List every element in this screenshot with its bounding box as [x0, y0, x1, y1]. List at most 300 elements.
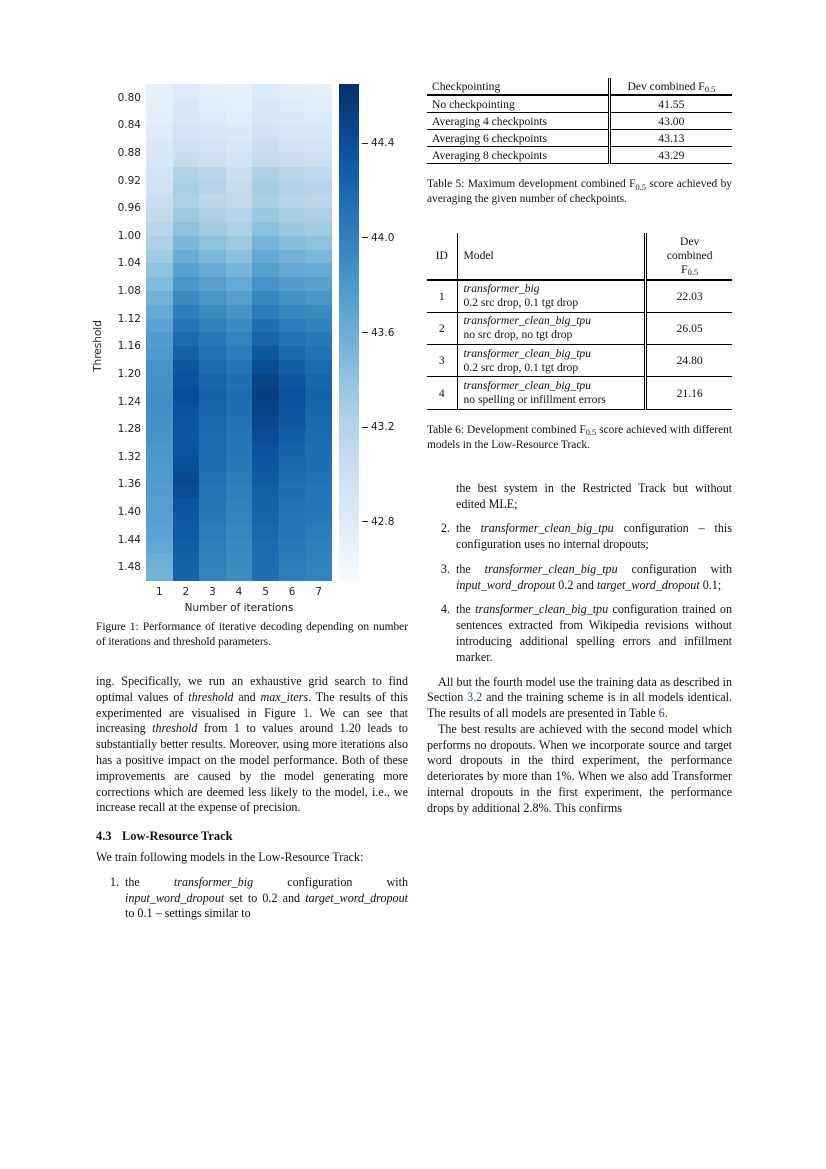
- text-run: 0.2 and: [555, 577, 597, 592]
- heatmap-cell: [173, 374, 200, 388]
- table-6-caption: [427, 423, 732, 453]
- heatmap-cell: [173, 305, 200, 319]
- table-reference-link[interactable]: 6: [658, 706, 665, 721]
- heatmap-cell: [146, 291, 173, 305]
- heatmap-cell: [252, 526, 279, 540]
- heatmap-cell: [146, 236, 173, 250]
- heatmap-cell: [252, 208, 279, 222]
- heatmap-cell: [173, 567, 200, 581]
- table-5-cell-label: Averaging 8 checkpoints: [427, 147, 609, 164]
- heatmap-cell: [226, 194, 253, 208]
- x-tick-label: 3: [209, 586, 216, 598]
- table-row: [427, 113, 732, 130]
- heatmap-cell: [173, 360, 200, 374]
- heatmap-cell: [279, 263, 306, 277]
- heatmap-cell: [279, 112, 306, 126]
- heatmap-cell: [305, 125, 332, 139]
- heatmap-cell: [279, 388, 306, 402]
- heatmap-cell: [252, 222, 279, 236]
- heatmap-cell: [199, 181, 226, 195]
- heatmap-cell: [279, 167, 306, 181]
- heatmap-cell: [252, 402, 279, 416]
- heatmap-cell: [226, 415, 253, 429]
- heatmap-cell: [173, 112, 200, 126]
- x-axis-ticks: [146, 586, 332, 602]
- colorbar: [339, 84, 359, 581]
- model-list-right: [427, 521, 732, 665]
- heatmap-cell: [305, 443, 332, 457]
- heatmap-cell: [199, 553, 226, 567]
- heatmap-cell: [173, 484, 200, 498]
- heatmap-cell: [199, 250, 226, 264]
- heatmap-cell: [252, 194, 279, 208]
- heatmap-cell: [146, 153, 173, 167]
- section-heading-4-3: [96, 829, 408, 844]
- x-axis-label: Number of iterations: [184, 602, 294, 614]
- model-list-left: [96, 875, 408, 922]
- heatmap-cell: [279, 553, 306, 567]
- heatmap-cell: [199, 443, 226, 457]
- heatmap-cell: [199, 567, 226, 581]
- heatmap-cell: [279, 222, 306, 236]
- heatmap-cell: [146, 319, 173, 333]
- heatmap-cell: [226, 388, 253, 402]
- heatmap-cell: [146, 457, 173, 471]
- y-tick-label: 0.88: [117, 147, 141, 160]
- tick-mark: [362, 521, 368, 522]
- subscript: 0.5: [687, 268, 699, 278]
- heatmap-cell: [252, 112, 279, 126]
- table-6: [427, 233, 732, 410]
- heatmap-cell: [252, 512, 279, 526]
- text-run: set to 0.2 and: [224, 890, 306, 905]
- heatmap-cell: [226, 429, 253, 443]
- heatmap-cell: [199, 84, 226, 98]
- heatmap-cell: [252, 263, 279, 277]
- table-6-cell-id: 4: [427, 377, 457, 409]
- heatmap-cell: [226, 319, 253, 333]
- heatmap-cell: [146, 512, 173, 526]
- heatmap-cell: [305, 374, 332, 388]
- heatmap-cell: [305, 415, 332, 429]
- heatmap-cell: [146, 498, 173, 512]
- heatmap-cell: [173, 250, 200, 264]
- heatmap-cell: [173, 498, 200, 512]
- text-run: from 1 to values around 1.20 leads to substantially better results. Moreover, using more iterations also has a positive impact on the model performance. Both of these improvements are caused by the model generating more corrections which are deemed less likely to the model, i.e., we increase recall at the expense of precision.: [96, 721, 408, 815]
- figure-reference-link[interactable]: 1: [303, 705, 310, 720]
- table-6-cell-model: [457, 280, 646, 313]
- heatmap-cell: [199, 471, 226, 485]
- heatmap-cell: [146, 540, 173, 554]
- heatmap-cell: [252, 360, 279, 374]
- heatmap-cell: [146, 305, 173, 319]
- y-tick-label: 1.12: [117, 312, 141, 325]
- heatmap-cell: [226, 291, 253, 305]
- heatmap-cell: [199, 388, 226, 402]
- heatmap-cell: [146, 402, 173, 416]
- table-5-header-checkpointing: Checkpointing: [432, 79, 501, 93]
- paragraph-grid-search: [96, 674, 408, 816]
- heatmap-cell: [226, 236, 253, 250]
- heatmap-cell: [173, 125, 200, 139]
- heatmap-cell: [146, 98, 173, 112]
- heatmap-cell: [279, 305, 306, 319]
- heatmap-cell: [305, 112, 332, 126]
- y-tick-label: 1.00: [117, 229, 141, 242]
- heatmap-cell: [173, 153, 200, 167]
- heatmap-cell: [146, 194, 173, 208]
- y-axis-label: Threshold: [92, 320, 104, 372]
- heatmap-cell: [305, 567, 332, 581]
- heatmap-cell: [305, 471, 332, 485]
- model-name: transformer_clean_big_tpu: [463, 314, 592, 328]
- text-run: to 0.1 – settings similar to: [125, 906, 251, 921]
- heatmap-cell: [305, 250, 332, 264]
- heatmap-cell: [252, 250, 279, 264]
- heatmap-cell: [305, 208, 332, 222]
- subscript: 0.5: [585, 428, 597, 438]
- heatmap-cell: [305, 429, 332, 443]
- heatmap-cell: [252, 167, 279, 181]
- y-tick-label: 1.08: [117, 285, 141, 298]
- heatmap-cell: [146, 222, 173, 236]
- heatmap-cell: [305, 512, 332, 526]
- text-run: . We can see that increasing: [96, 705, 408, 736]
- heatmap-cell: [173, 208, 200, 222]
- heatmap-cell: [173, 236, 200, 250]
- term-transformer-clean-big-tpu: transformer_clean_big_tpu: [475, 602, 609, 617]
- section-reference-link[interactable]: 3.2: [467, 690, 483, 705]
- y-tick-label: 1.28: [117, 423, 141, 436]
- heatmap-cell: [252, 415, 279, 429]
- heatmap-cell: [252, 567, 279, 581]
- heatmap-cell: [252, 429, 279, 443]
- heatmap-cell: [226, 360, 253, 374]
- table-row: [427, 312, 732, 344]
- heatmap-cell: [305, 540, 332, 554]
- paragraph-models-intro: We train following models in the Low-Resource Track:: [96, 850, 364, 865]
- y-tick-label: 1.36: [117, 478, 141, 491]
- heatmap-cell: [305, 360, 332, 374]
- heatmap-cell: [199, 125, 226, 139]
- y-tick-label: 1.24: [117, 395, 141, 408]
- heatmap-cell: [199, 277, 226, 291]
- subscript: 0.5: [704, 85, 716, 94]
- paragraph-training-data: [427, 675, 732, 722]
- heatmap-cell: [146, 346, 173, 360]
- heatmap-cell: [146, 250, 173, 264]
- model-name: transformer_big: [463, 282, 540, 296]
- heatmap-cell: [305, 319, 332, 333]
- text-run: All but the fourth model use the training data as described in Section: [427, 674, 732, 705]
- term-target-word-dropout: target_word_dropout: [596, 577, 700, 592]
- heatmap-cell: [199, 360, 226, 374]
- heatmap-cell: [199, 236, 226, 250]
- model-name: transformer_clean_big_tpu: [463, 346, 592, 360]
- heatmap-cell: [173, 319, 200, 333]
- heatmap-cell: [279, 84, 306, 98]
- heatmap-cell: [146, 567, 173, 581]
- y-tick-label: 0.96: [117, 202, 141, 215]
- heatmap-cell: [226, 471, 253, 485]
- heatmap-cell: [146, 167, 173, 181]
- heatmap-cell: [279, 98, 306, 112]
- heatmap-cell: [279, 498, 306, 512]
- tick-mark: [362, 427, 368, 428]
- table-row: [427, 130, 732, 147]
- paragraph-best-results: The best results are achieved with the second model which performs no dropouts. When we incorporate source and target word dropouts in the third experiment, the performance deteriorates by more than 1%. When we also add Transformer internal dropouts in the first experiment, the performance drops by additional 2.8%. This confirms: [427, 721, 732, 815]
- heatmap-cell: [173, 443, 200, 457]
- heatmap-cell: [199, 263, 226, 277]
- heatmap-cell: [252, 498, 279, 512]
- y-tick-label: 1.16: [117, 340, 141, 353]
- heatmap-cell: [305, 181, 332, 195]
- heatmap-cell: [226, 222, 253, 236]
- table-6-cell-id: 1: [427, 280, 457, 313]
- colorbar-tick-label: 43.6: [362, 327, 394, 339]
- table-6-header-id: ID: [427, 233, 457, 279]
- x-tick-label: 2: [182, 586, 190, 598]
- heatmap-cell: [305, 484, 332, 498]
- table-5-cell-label: Averaging 4 checkpoints: [427, 113, 609, 130]
- heatmap-cell: [226, 526, 253, 540]
- text-run: configuration – this configuration uses no internal dropouts;: [456, 521, 732, 552]
- model-description: no src drop, no tgt drop: [463, 328, 573, 342]
- heatmap-cell: [305, 526, 332, 540]
- heatmap-cell: [146, 139, 173, 153]
- heatmap-cell: [173, 84, 200, 98]
- heatmap-cell: [146, 277, 173, 291]
- table-6-header-score: [646, 233, 732, 279]
- heatmap-cell: [173, 429, 200, 443]
- model-name: transformer_clean_big_tpu: [463, 378, 592, 392]
- heatmap-cell: [279, 194, 306, 208]
- colorbar-tick-label: 43.2: [362, 421, 394, 433]
- x-tick-label: 6: [288, 586, 296, 598]
- heatmap-cell: [252, 457, 279, 471]
- heatmap-cell: [146, 484, 173, 498]
- list-item: [453, 602, 732, 665]
- table-5-cell-score: 43.00: [609, 113, 732, 130]
- table-6-cell-score: 24.80: [646, 345, 732, 377]
- heatmap-cell: [226, 332, 253, 346]
- tick-mark: [362, 237, 368, 238]
- heatmap-cell: [226, 540, 253, 554]
- y-tick-label: 1.20: [117, 367, 141, 380]
- text-run: the: [456, 521, 481, 536]
- y-tick-label: 1.04: [117, 257, 141, 270]
- heatmap-cell: [305, 222, 332, 236]
- text-run: the: [125, 874, 174, 889]
- heatmap-cell: [199, 526, 226, 540]
- heatmap-cell: [226, 84, 253, 98]
- heatmap-cell: [305, 305, 332, 319]
- heatmap-cell: [199, 484, 226, 498]
- continued-list-item-1: [427, 481, 732, 513]
- table-6-cell-score: 22.03: [646, 280, 732, 313]
- heatmap-cell: [279, 346, 306, 360]
- x-tick-label: 7: [315, 586, 323, 598]
- heatmap-cell: [173, 263, 200, 277]
- heatmap-cell: [199, 112, 226, 126]
- heatmap-cell: [146, 360, 173, 374]
- heatmap-cell: [279, 181, 306, 195]
- x-tick-label: 4: [235, 586, 243, 598]
- heatmap-cell: [226, 567, 253, 581]
- text-run: and: [233, 689, 261, 704]
- heatmap-chart: [92, 78, 408, 614]
- heatmap-cell: [199, 139, 226, 153]
- heatmap-cell: [305, 291, 332, 305]
- heatmap-cell: [146, 332, 173, 346]
- colorbar-tick-label: 42.8: [362, 516, 394, 528]
- heatmap-cell: [173, 471, 200, 485]
- heatmap-cell: [146, 415, 173, 429]
- text-run: Dev combined F: [627, 79, 705, 93]
- heatmap-cell: [226, 167, 253, 181]
- heatmap-cell: [146, 553, 173, 567]
- heatmap-cell: [199, 291, 226, 305]
- heatmap-cell: [146, 84, 173, 98]
- table-6-cell-id: 3: [427, 345, 457, 377]
- list-item: [453, 521, 732, 553]
- heatmap-cell: [173, 167, 200, 181]
- heatmap-cell: [305, 139, 332, 153]
- heatmap-cell: [226, 484, 253, 498]
- heatmap-cell: [252, 98, 279, 112]
- heatmap-cell: [252, 540, 279, 554]
- heatmap-cell: [146, 263, 173, 277]
- heatmap-cell: [199, 415, 226, 429]
- table-5-caption: [427, 177, 732, 207]
- heatmap-cell: [199, 222, 226, 236]
- y-tick-label: 1.32: [117, 450, 141, 463]
- y-tick-label: 0.92: [117, 174, 141, 187]
- figure-1-caption: Figure 1: Performance of iterative decoding depending on number of iterations and threshold parameters.: [96, 621, 408, 649]
- heatmap-cell: [305, 236, 332, 250]
- y-tick-label: 1.48: [117, 561, 141, 574]
- model-description: 0.2 src drop, 0.1 tgt drop: [463, 296, 579, 310]
- heatmap-cell: [252, 388, 279, 402]
- heatmap-cell: [226, 498, 253, 512]
- heatmap-cell: [199, 429, 226, 443]
- heatmap-cell: [305, 553, 332, 567]
- y-tick-label: 1.40: [117, 505, 141, 518]
- heatmap-cell: [279, 139, 306, 153]
- heatmap-cell: [252, 443, 279, 457]
- table-row: [427, 95, 732, 113]
- heatmap-cell: [226, 402, 253, 416]
- heatmap-cell: [199, 498, 226, 512]
- heatmap-grid: [146, 84, 332, 581]
- heatmap-cell: [305, 277, 332, 291]
- table-5-cell-score: 43.29: [609, 147, 732, 164]
- heatmap-cell: [146, 471, 173, 485]
- heatmap-cell: [252, 305, 279, 319]
- text-run: and the training scheme is in all models identical. The results of all models are presented in Table: [427, 690, 732, 721]
- text-run: 0.1;: [699, 577, 722, 592]
- heatmap-cell: [226, 553, 253, 567]
- heatmap-cell: [199, 512, 226, 526]
- heatmap-cell: [146, 443, 173, 457]
- heatmap-cell: [252, 153, 279, 167]
- heatmap-cell: [279, 471, 306, 485]
- term-transformer-clean-big-tpu: transformer_clean_big_tpu: [484, 561, 618, 576]
- term-threshold: threshold: [188, 689, 234, 704]
- heatmap-cell: [226, 443, 253, 457]
- heatmap-cell: [199, 305, 226, 319]
- heatmap-cell: [226, 112, 253, 126]
- heatmap-cell: [226, 263, 253, 277]
- heatmap-cell: [305, 498, 332, 512]
- term-input-word-dropout: input_word_dropout: [456, 577, 556, 592]
- heatmap-cell: [279, 332, 306, 346]
- term-transformer-big: transformer_big: [173, 874, 254, 889]
- heatmap-cell: [305, 263, 332, 277]
- left-column: [92, 78, 408, 931]
- heatmap-cell: [279, 512, 306, 526]
- table-row: [427, 147, 732, 164]
- heatmap-cell: [305, 346, 332, 360]
- heatmap-cell: [252, 484, 279, 498]
- heatmap-cell: [252, 291, 279, 305]
- term-target-word-dropout: target_word_dropout: [305, 890, 408, 905]
- heatmap-cell: [199, 457, 226, 471]
- heatmap-cell: [305, 402, 332, 416]
- text-run: Table 6: Development combined F: [427, 423, 586, 436]
- heatmap-cell: [279, 208, 306, 222]
- heatmap-cell: [279, 250, 306, 264]
- heatmap-cell: [305, 457, 332, 471]
- heatmap-cell: [199, 98, 226, 112]
- heatmap-cell: [199, 208, 226, 222]
- heatmap-cell: [279, 429, 306, 443]
- x-tick-label: 5: [262, 586, 269, 598]
- colorbar-tick-label: 44.4: [362, 137, 394, 149]
- heatmap-cell: [252, 346, 279, 360]
- term-transformer-clean-big-tpu: transformer_clean_big_tpu: [480, 521, 614, 536]
- heatmap-cell: [199, 540, 226, 554]
- text-run: score achieved with different models in the Low-Resource Track.: [427, 423, 732, 451]
- heatmap-cell: [252, 374, 279, 388]
- heatmap-cell: [173, 457, 200, 471]
- text-run: . The results of this experimented are visualised in Figure: [96, 689, 408, 720]
- subscript: 0.5: [635, 182, 646, 192]
- heatmap-cell: [146, 112, 173, 126]
- heatmap-cell: [146, 526, 173, 540]
- heatmap-cell: [226, 250, 253, 264]
- heatmap-cell: [226, 374, 253, 388]
- heatmap-cell: [146, 388, 173, 402]
- heatmap-cell: [279, 415, 306, 429]
- table-5-cell-score: 43.13: [609, 130, 732, 147]
- left-body-text: [96, 674, 408, 816]
- text-run: ing. Specifically, we run an exhaustive grid search to find optimal values of: [96, 674, 408, 704]
- text-run: Table 5: Maximum development combined F: [427, 178, 636, 190]
- heatmap-cell: [279, 277, 306, 291]
- heatmap-cell: [226, 346, 253, 360]
- heatmap-cell: [252, 319, 279, 333]
- section-title: Low-Resource Track: [122, 829, 233, 844]
- heatmap-cell: [226, 305, 253, 319]
- heatmap-cell: [226, 512, 253, 526]
- right-body-text: [427, 675, 732, 817]
- tick-mark: [362, 332, 368, 333]
- heatmap-cell: [199, 402, 226, 416]
- heatmap-cell: [199, 167, 226, 181]
- heatmap-cell: [199, 153, 226, 167]
- heatmap-cell: [279, 540, 306, 554]
